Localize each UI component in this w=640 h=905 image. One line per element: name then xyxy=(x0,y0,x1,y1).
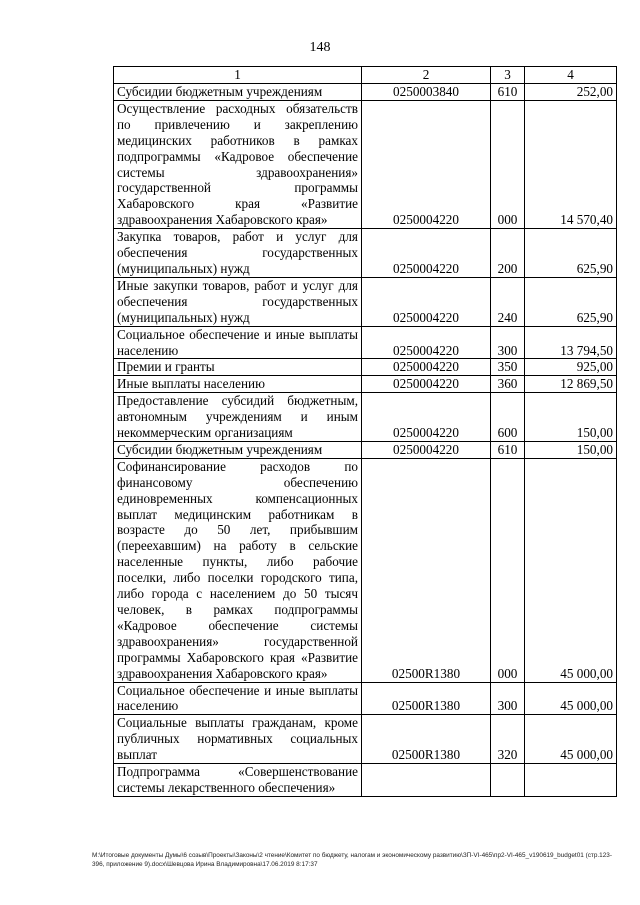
row-name: Социальные выплаты гражданам, кроме публичных нормативных социальных выплат xyxy=(114,715,362,764)
row-name: Иные выплаты населению xyxy=(114,376,362,393)
document-path-footer: M:\Итоговые документы Думы\6 созыв\Проекты\Законы\2 чтение\Комитет по бюджету, налогам и экономическому развитию\ЗП-VI-465\пр2-VI-465_v190619_budget01 (стр.123-396, приложение 9).docx\Шевцова Ирина Владимировна\17.06.2019 8:17:37 xyxy=(92,852,612,868)
row-type xyxy=(491,764,525,797)
row-type: 000 xyxy=(491,100,525,228)
row-code: 0250004220 xyxy=(362,277,491,326)
table-row xyxy=(114,100,617,228)
row-name: Социальное обеспечение и иные выплаты населению xyxy=(114,326,362,359)
row-amount: 150,00 xyxy=(525,393,617,442)
row-code: 0250004220 xyxy=(362,441,491,458)
row-code: 0250004220 xyxy=(362,100,491,228)
row-type: 360 xyxy=(491,376,525,393)
row-amount: 925,00 xyxy=(525,359,617,376)
row-code: 02500R1380 xyxy=(362,458,491,682)
row-type: 320 xyxy=(491,715,525,764)
table-row xyxy=(114,393,617,442)
row-type: 200 xyxy=(491,229,525,278)
row-code: 0250004220 xyxy=(362,376,491,393)
row-amount: 13 794,50 xyxy=(525,326,617,359)
table-row xyxy=(114,715,617,764)
header-col-1: 1 xyxy=(114,67,362,84)
row-type: 350 xyxy=(491,359,525,376)
row-code: 02500R1380 xyxy=(362,715,491,764)
row-amount: 150,00 xyxy=(525,441,617,458)
row-amount: 45 000,00 xyxy=(525,715,617,764)
row-amount: 625,90 xyxy=(525,229,617,278)
row-code: 0250004220 xyxy=(362,326,491,359)
row-amount: 14 570,40 xyxy=(525,100,617,228)
row-name: Подпрограмма «Совершенствование системы лекарственного обеспечения» xyxy=(114,764,362,797)
budget-table xyxy=(113,66,617,797)
header-col-3: 3 xyxy=(491,67,525,84)
row-name: Иные закупки товаров, работ и услуг для обеспечения государственных (муниципальных) нужд xyxy=(114,277,362,326)
row-name: Осуществление расходных обязательств по привлечению и закреплению медицинских работников в рамках подпрограммы «Кадровое обеспечение системы здравоохранения» государственной программы Хабаровского края «Развитие здравоохранения Хабаровского края» xyxy=(114,100,362,228)
row-code xyxy=(362,764,491,797)
table-row xyxy=(114,359,617,376)
row-code: 0250004220 xyxy=(362,359,491,376)
row-code: 0250004220 xyxy=(362,393,491,442)
row-amount xyxy=(525,764,617,797)
table-header xyxy=(114,67,617,84)
table-row xyxy=(114,229,617,278)
row-code: 0250004220 xyxy=(362,229,491,278)
row-amount: 252,00 xyxy=(525,84,617,101)
row-name: Субсидии бюджетным учреждениям xyxy=(114,84,362,101)
table-row xyxy=(114,682,617,715)
row-type: 300 xyxy=(491,682,525,715)
row-name: Закупка товаров, работ и услуг для обеспечения государственных (муниципальных) нужд xyxy=(114,229,362,278)
row-name: Субсидии бюджетным учреждениям xyxy=(114,441,362,458)
table-row xyxy=(114,458,617,682)
row-name: Предоставление субсидий бюджетным, автономным учреждениям и иным некоммерческим организациям xyxy=(114,393,362,442)
row-name: Премии и гранты xyxy=(114,359,362,376)
row-type: 600 xyxy=(491,393,525,442)
row-name: Социальное обеспечение и иные выплаты населению xyxy=(114,682,362,715)
row-name: Софинансирование расходов по финансовому обеспечению единовременных компенсационных выплат медицинским работникам в возрасте до 50 лет, прибывшим (переехавшим) на работу в сельские населенные пункты, либо рабочие поселки, либо поселки городского типа, либо города с населением до 50 тысяч человек, в рамках подпрограммы «Кадровое обеспечение системы здравоохранения» государственной программы Хабаровского края «Развитие здравоохранения Хабаровского края» xyxy=(114,458,362,682)
row-code: 02500R1380 xyxy=(362,682,491,715)
header-col-2: 2 xyxy=(362,67,491,84)
table-row xyxy=(114,84,617,101)
row-amount: 45 000,00 xyxy=(525,682,617,715)
row-type: 000 xyxy=(491,458,525,682)
row-type: 610 xyxy=(491,441,525,458)
table-row xyxy=(114,277,617,326)
row-type: 300 xyxy=(491,326,525,359)
row-code: 0250003840 xyxy=(362,84,491,101)
page-number: 148 xyxy=(309,40,331,55)
row-amount: 45 000,00 xyxy=(525,458,617,682)
table-row xyxy=(114,441,617,458)
header-col-4: 4 xyxy=(525,67,617,84)
row-type: 610 xyxy=(491,84,525,101)
table-body xyxy=(114,84,617,797)
row-amount: 625,90 xyxy=(525,277,617,326)
table-row xyxy=(114,326,617,359)
table-row xyxy=(114,764,617,797)
table-row xyxy=(114,376,617,393)
row-type: 240 xyxy=(491,277,525,326)
row-amount: 12 869,50 xyxy=(525,376,617,393)
